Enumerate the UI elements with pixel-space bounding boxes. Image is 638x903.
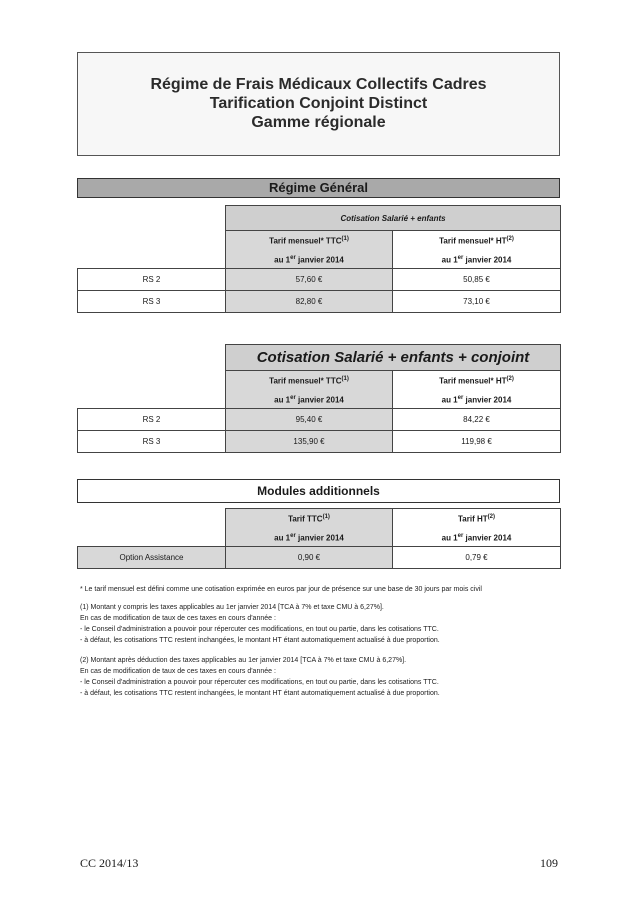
table-row: RS 2 95,40 € 84,22 €: [78, 409, 561, 431]
table2-col-ht: Tarif mensuel* HT$^{(2)}$ au 1er janvier 2014: [393, 371, 561, 409]
footnotes: [80, 584, 560, 699]
table1-band: Cotisation Salarié + enfants: [226, 206, 561, 231]
table-row: RS 3 82,80 € 73,10 €: [78, 291, 561, 313]
note-star: * Le tarif mensuel est défini comme une cotisation exprimée en euros par jour de présence sur une base de 30 jours par mois civil: [80, 586, 482, 593]
table2-col-ttc: Tarif mensuel* TTC$^{(1)}$ au 1er janvier 2014: [226, 371, 393, 409]
page-number: 109: [540, 856, 558, 870]
footer-reference: CC 2014/13: [80, 856, 139, 870]
title-line-1: Régime de Frais Médicaux Collectifs Cadres: [150, 76, 487, 93]
table-salarie-enfants: [77, 205, 561, 313]
table3-col-ht: Tarif HT$^{(2)}$ au 1er janvier 2014: [393, 509, 561, 547]
note-1-line: (1) Montant y compris les taxes applicables au 1er janvier 2014 [TCA à 7% et taxe CMU à 6,27%].: [80, 604, 384, 611]
title-box: [77, 52, 560, 156]
table-row: RS 3 135,90 € 119,98 €: [78, 431, 561, 453]
table2-band: Cotisation Salarié + enfants + conjoint: [226, 345, 561, 371]
note-2-line: En cas de modification de taux de ces taxes en cours d'année :: [80, 668, 276, 675]
table-row: Option Assistance 0,90 € 0,79 €: [78, 547, 561, 569]
table-salarie-enfants-conjoint: [77, 344, 561, 453]
table1-col-ht: Tarif mensuel* HT$^{(2)}$ au 1er janvier 2014: [393, 231, 561, 269]
note-2-line: (2) Montant après déduction des taxes applicables au 1er janvier 2014 [TCA à 7% et taxe CMU à 6,27%].: [80, 657, 407, 664]
title-line-3: Gamme régionale: [251, 114, 386, 131]
regime-general-header: Régime Général: [77, 178, 560, 198]
note-2-line: - le Conseil d'administration a pouvoir pour répercuter ces modifications, en tout ou partie, dans les cotisations TTC.: [80, 679, 439, 686]
note-1-line: - le Conseil d'administration a pouvoir pour répercuter ces modifications, en tout ou partie, dans les cotisations TTC.: [80, 626, 439, 633]
title-line-2: Tarification Conjoint Distinct: [209, 95, 428, 112]
note-2-line: - à défaut, les cotisations TTC restent inchangées, le montant HT étant automatiquement actualisé à due proportion.: [80, 690, 440, 697]
table-modules: [77, 508, 561, 569]
table1-col-ttc: Tarif mensuel* TTC$^{(1)}$ au 1er janvier 2014: [226, 231, 393, 269]
note-1-line: - à défaut, les cotisations TTC restent inchangées, le montant HT étant automatiquement actualisé à due proportion.: [80, 637, 440, 644]
table-row: RS 2 57,60 € 50,85 €: [78, 269, 561, 291]
note-1-line: En cas de modification de taux de ces taxes en cours d'année :: [80, 615, 276, 622]
table3-col-ttc: Tarif TTC$^{(1)}$ au 1er janvier 2014: [226, 509, 393, 547]
modules-additionnels-header: Modules additionnels: [77, 479, 560, 503]
